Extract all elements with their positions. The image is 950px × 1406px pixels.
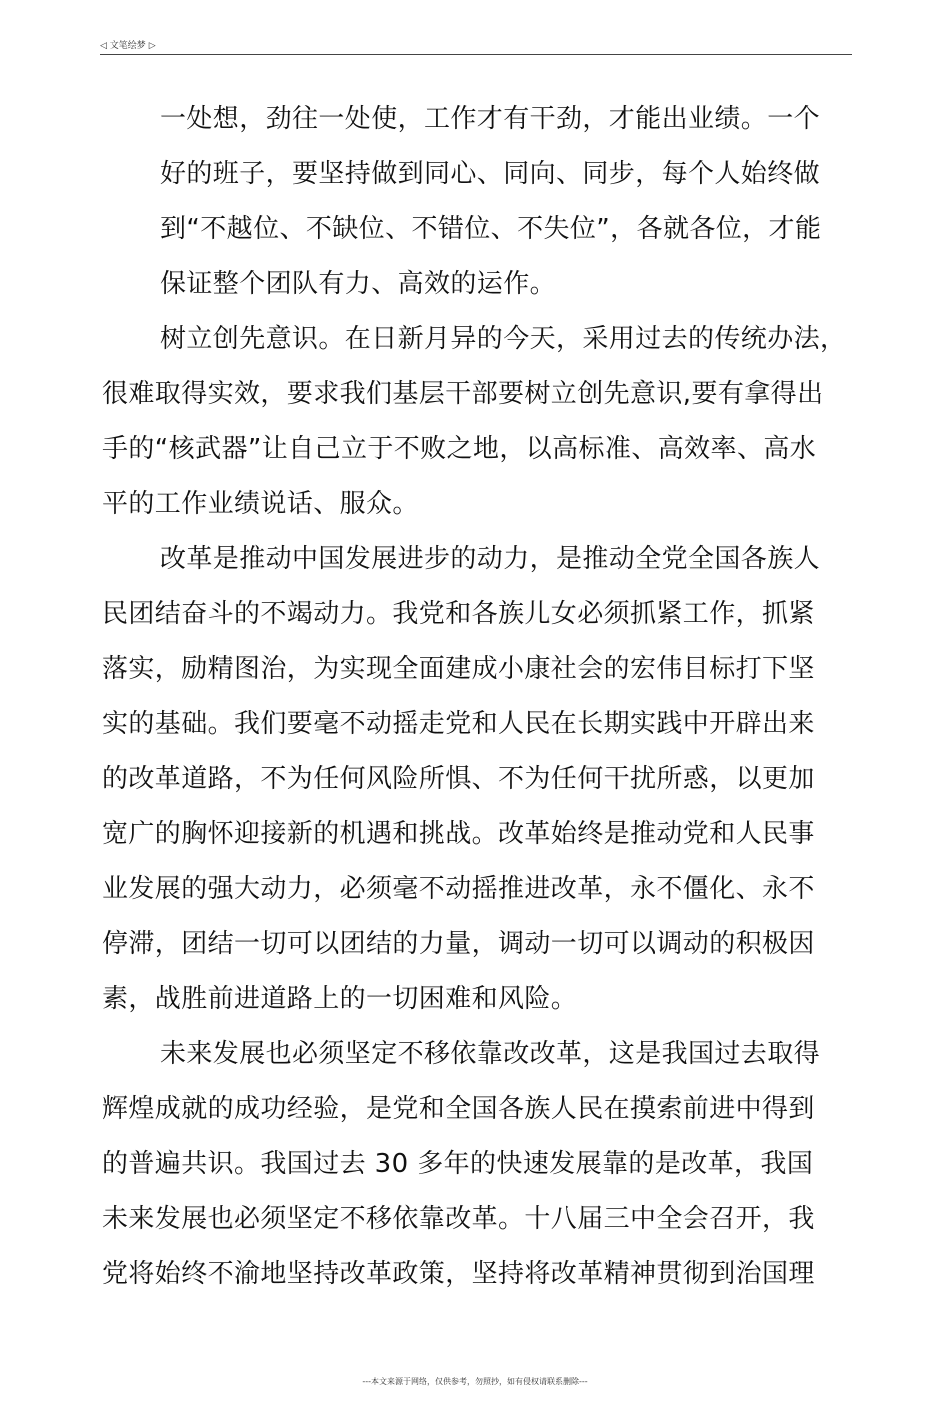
paragraph-line: 到“不越位、不缺位、不错位、不失位”，各就各位，才能 <box>160 214 822 244</box>
paragraph-line: 宽广的胸怀迎接新的机遇和挑战。改革始终是推动党和人民事 <box>102 819 815 849</box>
paragraph-line: 树立创先意识。在日新月异的今天，采用过去的传统办法， <box>160 324 847 354</box>
page-footer: ---本文来源于网络，仅供参考，勿照抄，如有侵权请联系删除--- <box>362 1377 588 1386</box>
document-body <box>102 92 854 1302</box>
paragraph-line: 民团结奋斗的不竭动力。我党和各族儿女必须抓紧工作，抓紧 <box>102 599 815 629</box>
paragraph-line: 一处想，劲往一处使，工作才有干劲，才能出业绩。一个 <box>160 104 821 134</box>
paragraph-line: 改革是推动中国发展进步的动力，是推动全党全国各族人 <box>160 544 821 574</box>
paragraph-line: 的改革道路，不为任何风险所惧、不为任何干扰所惑，以更加 <box>102 764 815 794</box>
paragraph <box>102 312 854 532</box>
paragraph-line: 平的工作业绩说话、服众。 <box>102 489 419 519</box>
paragraph-line: 未来发展也必须坚定不移依靠改革。十八届三中全会召开，我 <box>102 1204 815 1234</box>
paragraph-line: 党将始终不渝地坚持改革政策，坚持将改革精神贯彻到治国理 <box>102 1259 815 1289</box>
paragraph-line: 素，战胜前进道路上的一切困难和风险。 <box>102 984 578 1014</box>
paragraph-line: 手的“核武器”让自己立于不败之地，以高标准、高效率、高水 <box>102 434 817 464</box>
paragraph <box>102 1027 854 1302</box>
paragraph-line: 未来发展也必须坚定不移依靠改改革，这是我国过去取得 <box>160 1039 821 1069</box>
left-triangle-icon: ◁ <box>100 41 107 51</box>
paragraph-line: 很难取得实效，要求我们基层干部要树立创先意识,要有拿得出 <box>102 379 824 409</box>
paragraph <box>102 532 854 1027</box>
paragraph-line: 的普遍共识。我国过去 30 多年的快速发展靠的是改革，我国 <box>102 1149 814 1179</box>
header-title: 文笔绘梦 <box>109 41 146 51</box>
paragraph-line: 辉煌成就的成功经验，是党和全国各族人民在摸索前进中得到 <box>102 1094 815 1124</box>
header-label <box>100 38 156 51</box>
paragraph-line: 实的基础。我们要毫不动摇走党和人民在长期实践中开辟出来 <box>102 709 815 739</box>
paragraph-line: 好的班子，要坚持做到同心、同向、同步，每个人始终做 <box>160 159 821 189</box>
paragraph-line: 落实，励精图治，为实现全面建成小康社会的宏伟目标打下坚 <box>102 654 815 684</box>
page-header <box>100 36 852 55</box>
right-triangle-icon: ▷ <box>148 41 156 51</box>
paragraph-line: 业发展的强大动力，必须毫不动摇推进改革，永不僵化、永不 <box>102 874 815 904</box>
paragraph-line: 停滞，团结一切可以团结的力量，调动一切可以调动的积极因 <box>102 929 815 959</box>
paragraph <box>102 92 854 312</box>
paragraph-line: 保证整个团队有力、高效的运作。 <box>160 269 557 299</box>
